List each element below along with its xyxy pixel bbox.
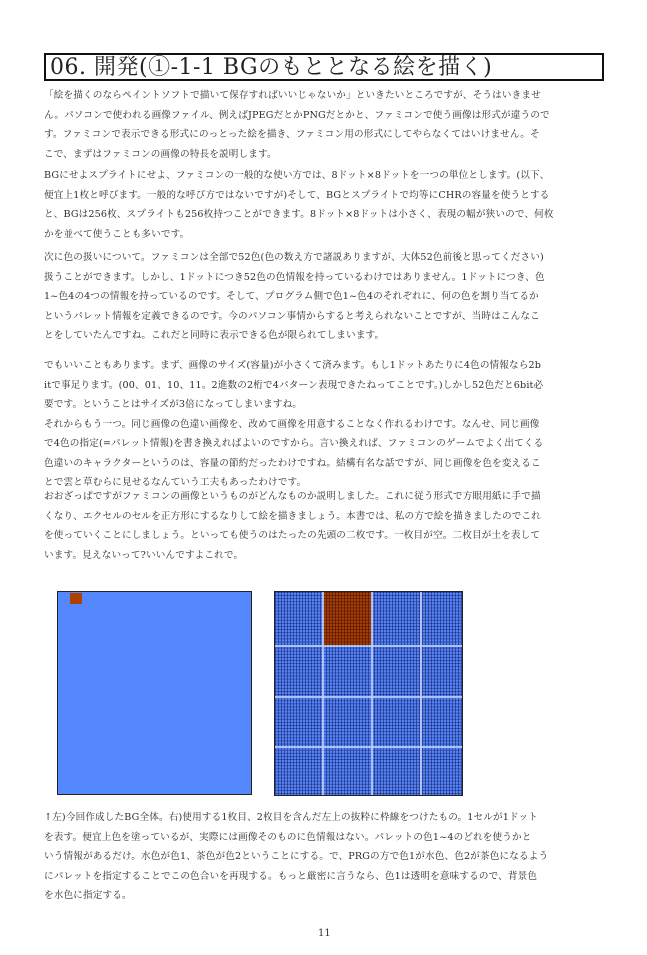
text-line: でもいいこともあります。まず、画像のサイズ(容量)が小さくて済みます。もし1ドットあたりに4色の情報なら2b <box>44 360 542 371</box>
text-line: こで、まずはファミコンの画像の特長を説明します。 <box>44 148 277 160</box>
text-line: 扱うことができます。しかし、1ドットにつき52色の色情報を持っているわけではありません。1ドットにつき、色 <box>44 271 545 283</box>
text-line: 1~色4の4つの情報を持っているのです。そして、プログラム側で色1~色4のそれぞれに、何の色を割り当てるか <box>44 291 539 302</box>
dirt-tile-block <box>323 592 372 646</box>
paragraph-summary <box>44 487 610 565</box>
text-line: かを並べて使うことも多いです。 <box>44 228 190 240</box>
figure-caption <box>44 808 610 906</box>
text-line: とをしていたんですね。これだと同時に表示できる色が限られてしまいます。 <box>44 330 385 341</box>
dirt-tile <box>70 593 82 604</box>
figure-bg-excerpt-grid <box>274 591 463 796</box>
section-title-box <box>44 53 604 81</box>
text-line: います。見えないって?いいんですよこれで。 <box>44 549 244 561</box>
text-line: ん。パソコンで使われる画像ファイル、例えばJPEGだとかPNGだとかと、ファミコンで使う画像は形式が違うので <box>44 109 550 121</box>
paragraph-intro <box>44 86 610 164</box>
text-line: す。ファミコンで表示できる形式にのっとった絵を描き、ファミコン用の形式にしてやらなくてはいけません。そ <box>44 129 540 140</box>
text-line: おおざっぱですがファミコンの画像というものがどんなものか説明しました。これに従う形式で方眼用紙に手で描 <box>44 491 541 502</box>
grid-tile-line <box>275 696 462 698</box>
paragraph-colors <box>44 248 610 346</box>
grid-tile-line <box>371 592 373 795</box>
figure-bg-full <box>57 591 252 795</box>
text-line: で4色の指定(=パレット情報)を書き換えればよいのですから。言い換えれば、ファミコンのゲームでよく出てくる <box>44 438 544 449</box>
text-line: itで事足ります。(00、01、10、11。2進数の2桁で4パターン表現できたねってことです。)しかし52色だと6bit必 <box>44 379 544 391</box>
text-line: にパレットを指定することでこの色合いを再現する。もっと厳密に言うなら、色1は透明を意味するので、背景色 <box>44 870 538 882</box>
text-line: 次に色の扱いについて。ファミコンは全部で52色(色の数え方で諸説ありますが、大体52色前後と思ってください) <box>44 252 544 263</box>
paragraph-tiles <box>44 166 610 244</box>
text-line: を水色に指定する。 <box>44 890 132 901</box>
text-line: とで雲と草むらに見せるなんていう工夫もあったわけです。 <box>44 477 307 488</box>
page-number: 11 <box>318 928 331 939</box>
text-line: と、BGは256枚、スプライトも256枚持つことができます。8ドット×8ドットは小さく、表現の幅が狭いので、何枚 <box>44 209 554 220</box>
text-line: それからもう一つ。同じ画像の色違い画像を、改めて画像を用意することなく作れるわけです。なんせ、同じ画像 <box>44 418 540 430</box>
text-line: 色違いのキャラクターというのは、容量の節約だったわけですね。結構有名な話ですが、同じ画像を色を変えるこ <box>44 457 541 469</box>
grid-tile-line <box>275 645 462 647</box>
grid-tile-line <box>322 592 324 795</box>
grid-tile-line <box>275 746 462 748</box>
text-line: を使っていくことにしましょう。といっても使うのはたったの先頭の二枚です。一枚目が空。二枚目が土を表して <box>44 530 541 541</box>
section-title: 06. 開発(①-1-1 BGのもととなる絵を描く) <box>50 55 493 80</box>
text-line: ↑左)今回作成したBG全体。右)使用する1枚目、2枚目を含んだ左上の抜粋に枠線をつけたもの。1セルが1ドット <box>44 812 538 823</box>
text-line: いう情報があるだけ。水色が色1、茶色が色2ということにする。で、PRGの方で色1が水色、色2が茶色になるよう <box>44 851 549 862</box>
grid-tile-line <box>420 592 422 795</box>
text-line: BGにせよスプライトにせよ、ファミコンの一般的な使い方では、8ドット×8ドットを一つの単位とします。(以下、 <box>44 170 550 181</box>
paragraph-benefits <box>44 356 610 493</box>
text-line: 「絵を描くのならペイントソフトで描いて保存すればいいじゃないか」といきたいところですが、そうはいきませ <box>44 90 541 101</box>
text-line: くなり、エクセルのセルを正方形にするなりして絵を描きましょう。本書では、私の方で絵を描きましたのでこれ <box>44 510 541 522</box>
text-line: というパレット情報を定義できるのです。今のパソコン事情からすると考えられないことですが、当時はこんなこ <box>44 310 540 322</box>
text-line: 便宜上1枚と呼びます。一般的な呼び方ではないですが)そして、BGとスプライトで均等にCHRの容量を使うとする <box>44 189 550 201</box>
text-line: を表す。便宜上色を塗っているが、実際には画像そのものに色情報はない。パレットの色1~4のどれを使うかと <box>44 831 532 843</box>
text-line: 要です。ということはサイズが3倍になってしまいますね。 <box>44 399 303 410</box>
